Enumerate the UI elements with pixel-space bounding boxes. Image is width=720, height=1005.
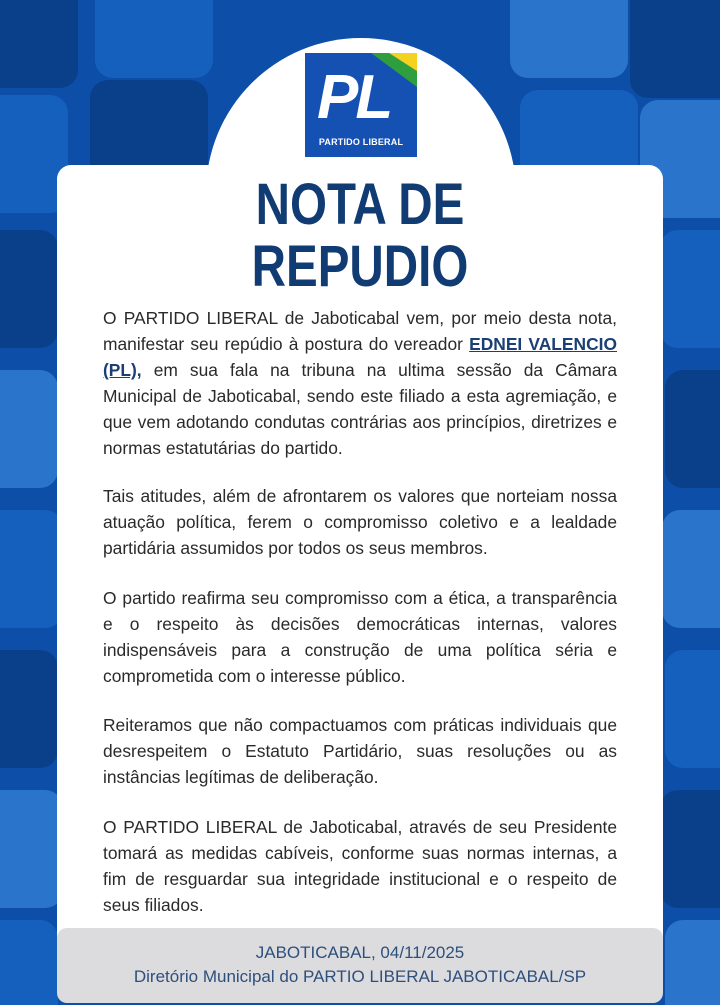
logo-subtitle: PARTIDO LIBERAL bbox=[318, 137, 404, 147]
paragraph-4: Reiteramos que não compactuamos com práticas individuais que desrespeitem o Estatuto Partidário, suas resoluções ou as instâncias legítimas de deliberação. bbox=[103, 715, 617, 787]
logo-mark: PL bbox=[317, 63, 391, 132]
paragraph-3: O partido reafirma seu compromisso com a ética, a transparência e o respeito às decisões democráticas internas, valores indispensáveis para a construção de uma política séria e comprometida com o interesse público. bbox=[103, 588, 617, 686]
flag-yellow-stripe bbox=[389, 53, 417, 71]
paragraph-1 bbox=[103, 305, 617, 461]
paragraph-5: O PARTIDO LIBERAL de Jaboticabal, através de seu Presidente tomará as medidas cabíveis, conforme suas normas internas, a fim de resguardar sua integridade institucional e o respeito de seus filiados. bbox=[103, 817, 617, 915]
paragraph-1-end: em sua fala na tribuna na ultima sessão da Câmara Municipal de Jaboticabal, sendo este filiado a esta agremiação, e que vem adotando condutas contrárias aos princípios, diretrizes e normas estatutárias do partido. bbox=[103, 360, 617, 458]
signature-footer bbox=[57, 928, 663, 1003]
page-title-line-2: REPUDIO bbox=[251, 234, 469, 299]
place-date: JABOTICABAL, 04/11/2025 bbox=[255, 943, 465, 962]
councilor-name: EDNEI VALENCIO (PL), bbox=[103, 334, 617, 380]
page-title-line-1: NOTA DE bbox=[255, 172, 465, 237]
paragraph-2: Tais atitudes, além de afrontarem os valores que norteiam nossa atuação política, ferem o compromisso coletivo e a lealdade partidária assumidos por todos os seus membros. bbox=[103, 486, 617, 558]
pl-logo bbox=[305, 53, 417, 157]
signature-line: Diretório Municipal do PARTIO LIBERAL JABOTICABAL/SP bbox=[133, 967, 587, 986]
paragraph-1-start: O PARTIDO LIBERAL de Jaboticabal vem, por meio desta nota, manifestar seu repúdio à postura do vereador bbox=[103, 308, 617, 354]
